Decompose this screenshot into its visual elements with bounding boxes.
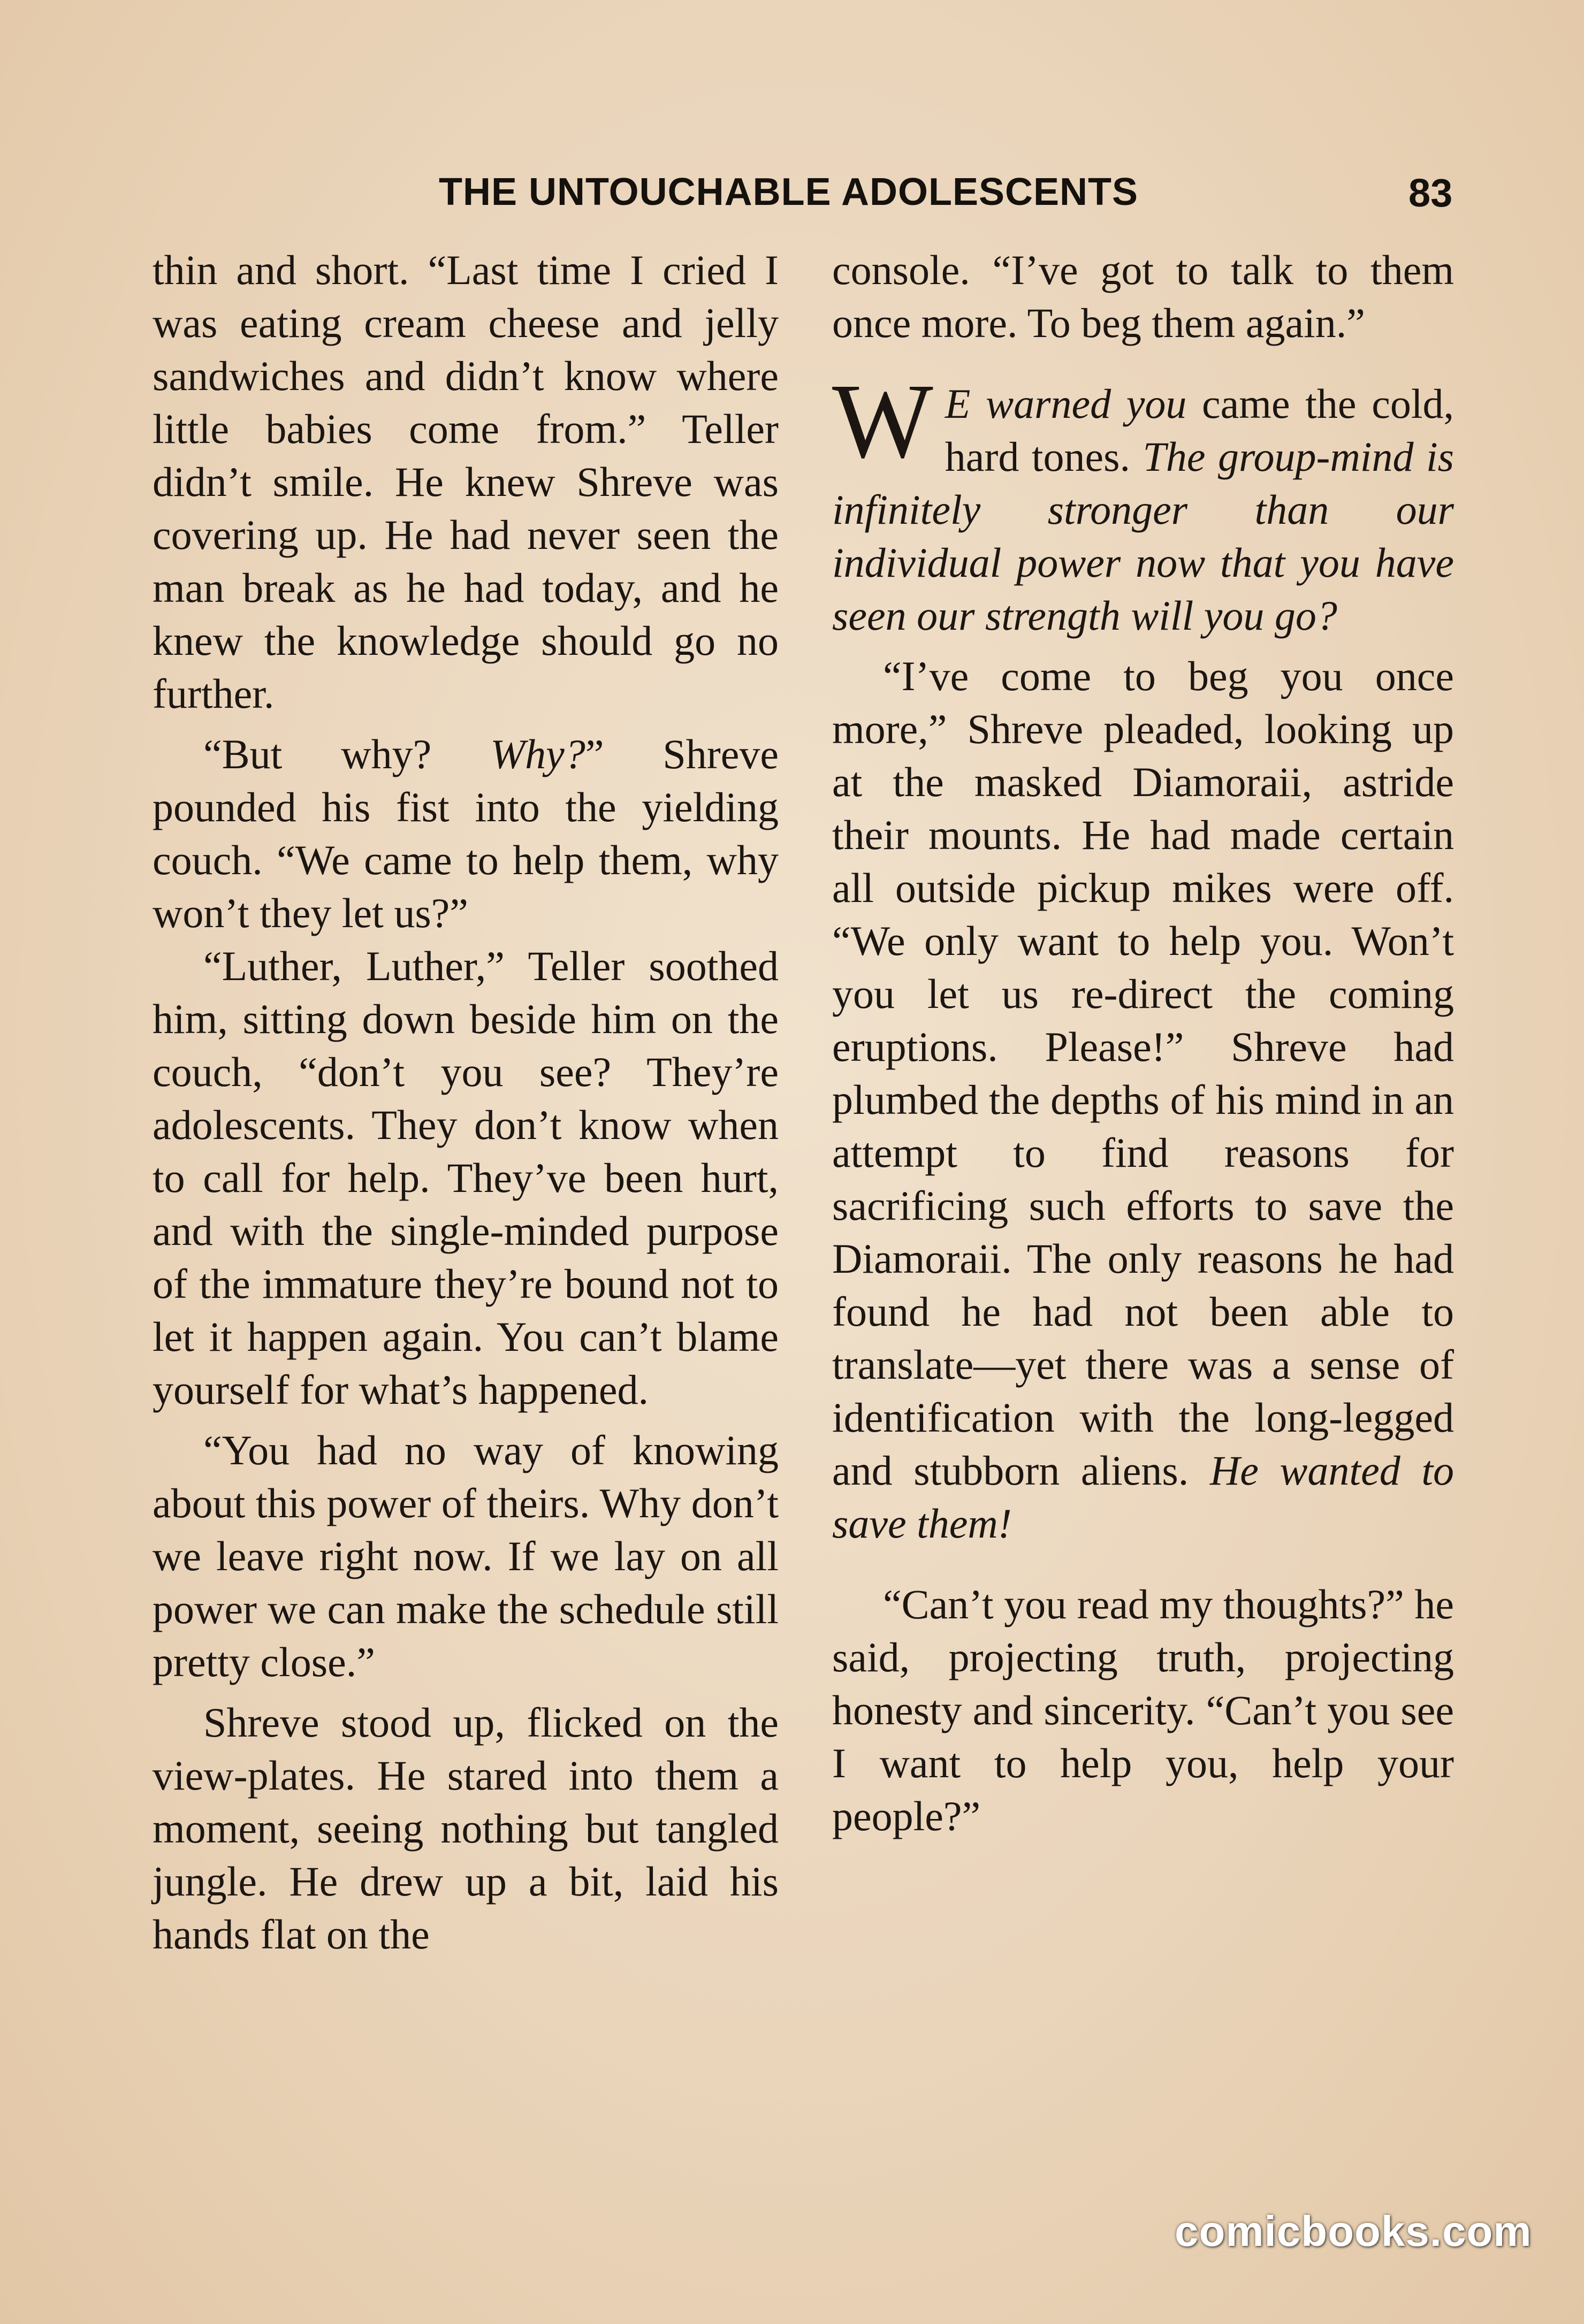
paragraph — [832, 649, 1454, 1550]
paragraph — [832, 362, 1454, 642]
italic-text: The group-mind is infinitely stronger than our individual power now that you have seen our strength will you go? — [832, 433, 1454, 639]
italic-text: E warned you — [945, 380, 1187, 427]
italic-text: Why? — [490, 731, 585, 777]
text-run: “But why? — [203, 731, 491, 777]
text-run: came the cold, hard tones. — [945, 380, 1454, 480]
paragraph: “Luther, Luther,” Teller soothed him, sitting down beside him on the couch, “don’t you see? They’re adolescents. They don’t know when to call for help. They’ve been hurt, and with the single-minded purpose of the immature they’re bound not to let it happen again. You can’t blame yourself for what’s happened. — [153, 943, 779, 1413]
right-column — [832, 243, 1454, 1843]
paragraph: console. “I’ve got to talk to them once more. To beg them again.” — [832, 247, 1454, 346]
paragraph: “You had no way of knowing about this power of theirs. Why don’t we leave right now. If we lay on all power we can make the schedule still pretty close.” — [153, 1427, 779, 1685]
paragraph: “Can’t you read my thoughts?” he said, projecting truth, projecting honesty and sincerity. “Can’t you see I want to help you, help your people?” — [832, 1581, 1454, 1839]
drop-cap: W — [832, 362, 933, 480]
left-column — [153, 243, 779, 1961]
site-watermark: comicbooks.com — [1175, 2207, 1532, 2255]
paragraph: Shreve stood up, flicked on the view-plates. He stared into them a moment, seeing nothing but tangled jungle. He drew up a bit, laid his hands flat on the — [153, 1699, 779, 1958]
page-number: 83 — [1408, 171, 1453, 215]
italic-text: He wanted to save them! — [832, 1447, 1454, 1547]
paragraph: thin and short. “Last time I cried I was eating cream cheese and jelly sandwiches and didn’t know where little babies come from.” Teller didn’t smile. He knew Shreve was covering up. He had never seen the man break as he had today, and he knew the knowledge should go no further. — [153, 247, 779, 717]
text-run: ” Shreve pounded his fist into the yielding couch. “We came to help them, why won’t they let us?” — [153, 731, 779, 936]
paragraph — [153, 728, 779, 939]
text-run: “I’ve come to beg you once more,” Shreve pleaded, looking up at the masked Diamoraii, astride their mounts. He had made certain all outside pickup mikes were off. “We only want to help you. Won’t you let us re-direct the coming eruptions. Please!” Shreve had plumbed the depths of his mind in an attempt to find reasons for sacrificing such efforts to save the Diamoraii. The only reasons he had found he had not been able to translate—yet there was a sense of identification with the long-legged and stubborn aliens. — [832, 653, 1454, 1494]
running-title: THE UNTOUCHABLE ADOLESCENTS — [439, 171, 1139, 213]
